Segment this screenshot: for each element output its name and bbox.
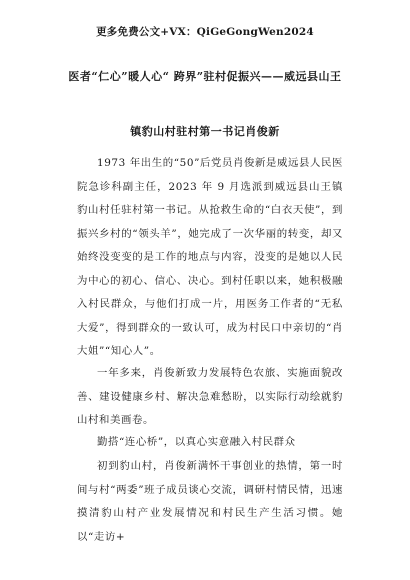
- body-paragraph: 1973 年出生的“50”后党员肖俊新是威远县人民医院急诊科副主任，2023 年 9 月选派到威远县山王镇豹山村任驻村第一书记。从抢救生命的“白衣天使”，到振兴乡村的“领头羊”，她完成了一次华丽的转变，却又始终没变变的是工作的地点与内容，没变的是她以人民为中心的初心、信心、决心。到村任职以来，她积极融入村民群众，与他们打成一片，用医务工作者的“无私大爱”，得到群众的一致认可，成为村民口中亲切的“肖大姐”“知心人”。: [77, 157, 343, 357]
- body-paragraph: 一年多来，肖俊新致力发展特色农旅、实施面貌改善、建设健康乡村、解决急难愁盼，以实际行动绘就豹山村和美画卷。: [77, 367, 343, 426]
- section-heading: 勤搭“连心桥”，以真心实意融入村民群众: [97, 436, 296, 448]
- article-title: 医者“仁心”暖人心“ 跨界”驻村促振兴——威远县山王: [68, 70, 342, 83]
- article-subtitle: 镇豹山村驻村第一书记肖俊新: [130, 125, 280, 138]
- header-contact-line: 更多免费公文+VX：QiGeGongWen2024: [96, 26, 314, 38]
- body-paragraph: 初到豹山村，肖俊新满怀干事创业的热情，第一时间与村“两委”班子成员谈心交流，调研村情民情，迅速摸清豹山村产业发展情况和村民生产生活习惯。她以“走访+: [77, 460, 343, 543]
